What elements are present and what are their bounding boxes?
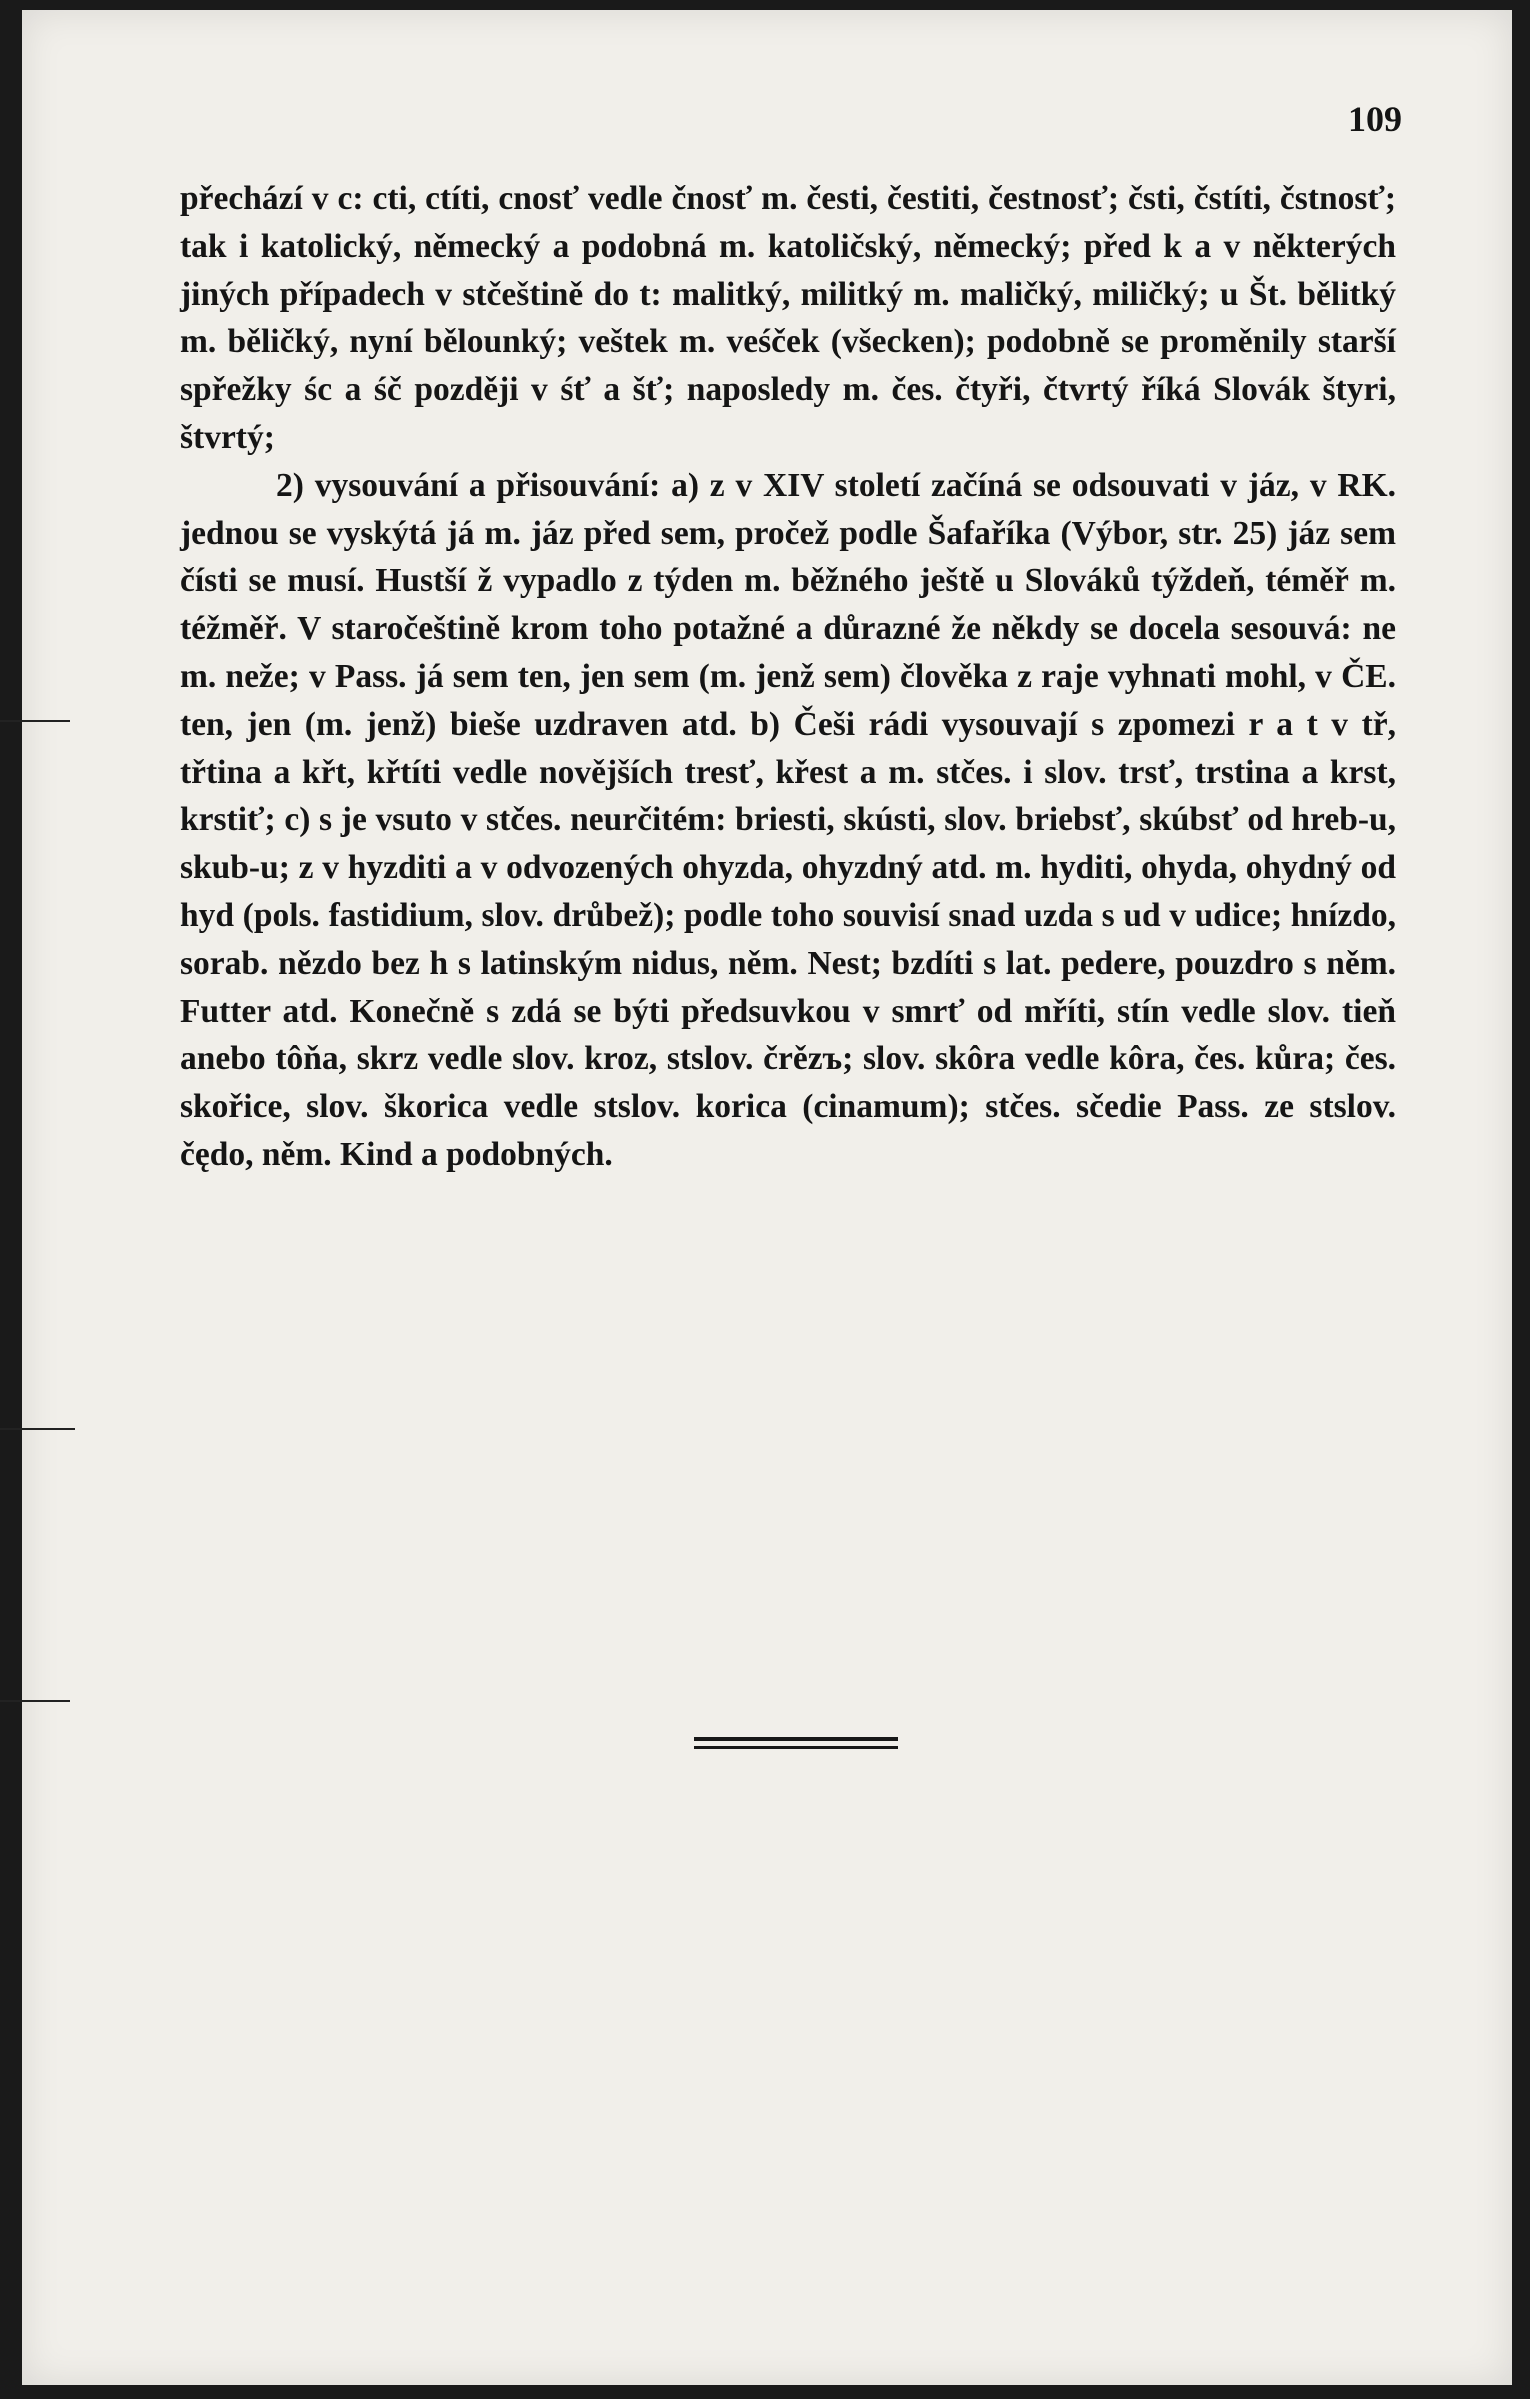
page-number: 109 (1348, 99, 1402, 139)
section-end-rule (694, 1737, 898, 1751)
scan-edge-mark (0, 1700, 70, 1702)
rule-line (694, 1737, 898, 1741)
paragraph: přechází v c: cti, ctíti, cnosť vedle čnosť m. česti, čestiti, čestnosť; čsti, čstíti, čstnosť; tak i katolický, německý a podobná m. katoličský, německý; před k a v některých jiných případech v stčeštině do t: malitký, militký m. maličký, miličký; u Št. bělitký m. běličký, nyní bělounký; veštek m. veśček (všecken); podobně se proměnily starší spřežky śc a śč později v śť a šť; naposledy m. čes. čtyři, čtvrtý říká Slovák štyri, štvrtý; (180, 180, 1396, 456)
book-page (22, 10, 1512, 2385)
paragraph: 2) vysouvání a přisouvání: a) z v XIV století začíná se odsouvati v jáz, v RK. jednou se vyskýtá já m. jáz před sem, pročež podle Šafaříka (Výbor, str. 25) jáz sem čísti se musí. Hustší ž vypadlo z týden m. běžného ještě u Slováků týždeň, téměř m. téžměř. V staročeštině krom toho potažné a důrazné že někdy se docela sesouvá: ne m. neže; v Pass. já sem ten, jen sem (m. jenž sem) člověka z raje vyhnati mohl, v ČE. ten, jen (m. jenž) bieše uzdraven atd. b) Češi rádi vysouvají s zpomezi r a t v tř, třtina a křt, křtíti vedle novějších tresť, křest a m. stčes. i slov. trsť, trstina a krst, krstiť; c) s je vsuto v stčes. neurčitém: briesti, skústi, slov. briebsť, skúbsť od hreb-u, skub-u; z v hyzditi a v odvozených ohyzda, ohyzdný atd. m. hyditi, ohyda, ohydný od hyd (pols. fastidium, slov. drůbež); podle toho souvisí snad uzda s ud v udice; hnízdo, sorab. nězdo bez h s latinským nidus, něm. Nest; bzdíti s lat. pedere, pouzdro s něm. Futter atd. Konečně s zdá se býti předsuvkou v smrť od mříti, stín vedle slov. tieň anebo tôňa, skrz vedle slov. kroz, stslov. črězъ; slov. skôra vedle kôra, čes. kůra; čes. skořice, slov. škorica vedle stslov. korica (cinamum); stčes. sčedie Pass. ze stslov. čędo, něm. Kind a podobných. (180, 466, 1396, 1173)
body-text (180, 175, 1396, 1179)
scan-edge-mark (0, 720, 70, 722)
rule-line (694, 1746, 898, 1749)
scan-edge-mark (0, 1428, 75, 1430)
